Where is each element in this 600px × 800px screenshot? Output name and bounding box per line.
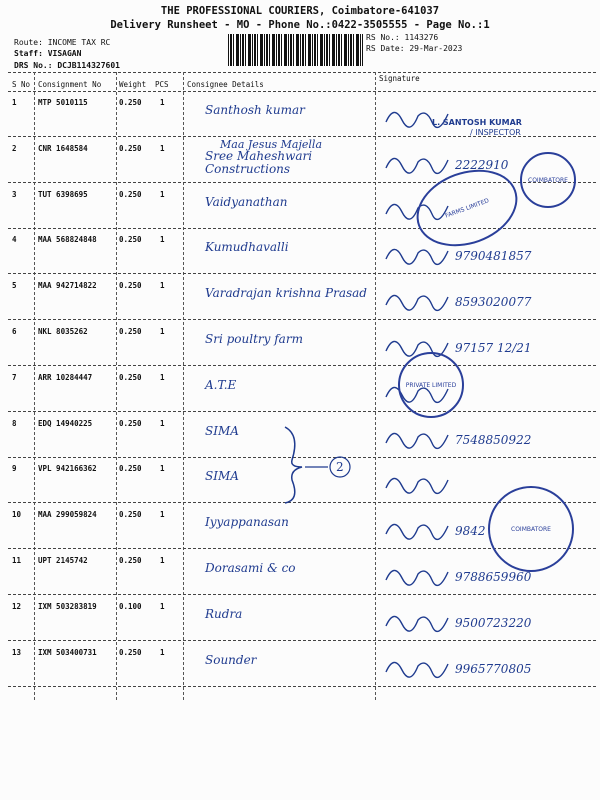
row-sno: 5	[12, 281, 17, 290]
row-pcs: 1	[160, 419, 165, 428]
row-consignee: SIMA	[205, 469, 239, 483]
staff-label: Staff: VISAGAN	[14, 49, 82, 58]
row-consignment: MAA 568824848	[38, 235, 97, 244]
row-sno: 13	[12, 648, 22, 657]
row-sno: 6	[12, 327, 17, 336]
row-divider	[8, 319, 596, 320]
row-consignment: EDQ 14940225	[38, 419, 93, 428]
row-divider	[8, 594, 596, 595]
drs-number: DRS No.: DCJB114327601	[14, 61, 120, 70]
row-weight: 0.250	[119, 464, 142, 473]
table-top-rule	[8, 72, 596, 73]
row-weight: 0.250	[119, 556, 142, 565]
row-consignee: Rudra	[205, 607, 243, 621]
row-consignment: MAA 299059824	[38, 510, 97, 519]
row-sno: 11	[12, 556, 22, 565]
signature-scribble	[382, 652, 452, 680]
society-stamp: COIMBATORE	[520, 152, 576, 208]
row-weight: 0.100	[119, 602, 142, 611]
row-weight: 0.250	[119, 510, 142, 519]
row-pcs: 1	[160, 98, 165, 107]
row-phone: 7548850922	[455, 433, 532, 447]
row-consignee: Santhosh kumar	[205, 103, 305, 117]
signature-scribble	[382, 148, 452, 176]
row-pcs: 1	[160, 510, 165, 519]
col-signature-header: Signature	[379, 74, 420, 83]
col-divider	[34, 72, 35, 700]
row-divider	[8, 411, 596, 412]
row-consignee: SIMA	[205, 424, 239, 438]
farms-stamp: FARMS LIMITED	[406, 156, 528, 259]
row-sno: 7	[12, 373, 17, 382]
row-pcs: 1	[160, 235, 165, 244]
row-weight: 0.250	[119, 144, 142, 153]
row-weight: 0.250	[119, 98, 142, 107]
signature-scribble	[382, 285, 452, 313]
col-weight-header: Weight	[119, 80, 147, 89]
row-consignee: Kumudhavalli	[205, 240, 289, 254]
row-phone: 9500723220	[455, 616, 532, 630]
row-weight: 0.250	[119, 235, 142, 244]
row-sno: 12	[12, 602, 22, 611]
signature-scribble	[382, 423, 452, 451]
signature-name: L. SANTOSH KUMAR	[432, 118, 522, 127]
row-pcs: 1	[160, 648, 165, 657]
row-sno: 8	[12, 419, 17, 428]
row-phone: 9965770805	[455, 662, 532, 676]
row-weight: 0.250	[119, 327, 142, 336]
runsheet-title: THE PROFESSIONAL COURIERS, Coimbatore-641037	[160, 5, 440, 17]
row-consignment: CNR 1648584	[38, 144, 88, 153]
row-consignee: Sri poultry farm	[205, 332, 303, 346]
row-weight: 0.250	[119, 281, 142, 290]
row-sno: 4	[12, 235, 17, 244]
row-consignee: Vaidyanathan	[205, 195, 288, 209]
row-consignee: Dorasami & co	[205, 561, 296, 575]
runsheet-subtitle: Delivery Runsheet - MO - Phone No.:0422-3505555 - Page No.:1	[110, 19, 490, 31]
row-divider	[8, 273, 596, 274]
row-phone: 9790481857	[455, 249, 532, 263]
rs-number: RS No.: 1143276	[366, 33, 439, 42]
signature-scribble	[382, 468, 452, 496]
row-weight: 0.250	[119, 190, 142, 199]
col-divider	[116, 72, 117, 700]
signature-scribble	[382, 606, 452, 634]
row-divider	[8, 365, 596, 366]
route-label: Route: INCOME TAX RC	[14, 38, 111, 47]
row-sno: 1	[12, 98, 17, 107]
row-consignment: MAA 942714822	[38, 281, 97, 290]
sima-count: 2	[336, 460, 344, 474]
row-sno: 10	[12, 510, 22, 519]
row-consignment: IXM 503400731	[38, 648, 97, 657]
row-pcs: 1	[160, 464, 165, 473]
row-divider	[8, 686, 596, 687]
row-consignment: UPT 2145742	[38, 556, 88, 565]
row-sno: 9	[12, 464, 17, 473]
row-sno: 2	[12, 144, 17, 153]
row-pcs: 1	[160, 556, 165, 565]
enterprise-stamp: PRIVATE LIMITED	[398, 352, 464, 418]
row-pcs: 1	[160, 327, 165, 336]
col-pcs-header: PCS	[155, 80, 169, 89]
brace-mark	[280, 425, 360, 505]
row-consignment: IXM 503283819	[38, 602, 97, 611]
row-consignment: VPL 942166362	[38, 464, 97, 473]
row-phone: 9842	[455, 524, 486, 538]
row-consignee: Sounder	[205, 653, 257, 667]
row-phone: 97157 12/21	[455, 341, 532, 355]
row-consignee: Iyyappanasan	[205, 515, 289, 529]
row-divider	[8, 228, 596, 229]
signature-scribble	[382, 560, 452, 588]
row-sno: 3	[12, 190, 17, 199]
signature-title: / INSPECTOR	[470, 128, 521, 137]
table-head-rule	[8, 91, 596, 92]
col-details-header: Consignee Details	[187, 80, 264, 89]
barcode	[228, 34, 363, 66]
row-phone: 9788659960	[455, 570, 532, 584]
col-consignment-header: Consignment No	[38, 80, 102, 89]
row-weight: 0.250	[119, 419, 142, 428]
row-consignment: MTP 5010115	[38, 98, 88, 107]
row-consignee: Varadrajan krishna Prasad	[205, 286, 367, 300]
cement-corporation-stamp: COIMBATORE	[488, 486, 574, 572]
row-pcs: 1	[160, 602, 165, 611]
row-pcs: 1	[160, 281, 165, 290]
row-phone: 8593020077	[455, 295, 532, 309]
row2-handwritten-note: Maa Jesus Majella	[220, 138, 323, 151]
row-consignee: A.T.E	[205, 378, 237, 392]
row-phone: 2222910	[455, 158, 509, 172]
rs-date: RS Date: 29-Mar-2023	[366, 44, 463, 53]
signature-scribble	[382, 514, 452, 542]
row-consignment: ARR 10284447	[38, 373, 93, 382]
row-pcs: 1	[160, 144, 165, 153]
col-sno-header: S No	[12, 80, 31, 89]
row-weight: 0.250	[119, 373, 142, 382]
row-consignee: Sree Maheshwari Constructions	[205, 149, 313, 176]
row-divider	[8, 640, 596, 641]
row-consignment: TUT 6398695	[38, 190, 88, 199]
row-pcs: 1	[160, 373, 165, 382]
row-pcs: 1	[160, 190, 165, 199]
col-divider	[375, 72, 376, 700]
col-divider	[183, 72, 184, 700]
row-weight: 0.250	[119, 648, 142, 657]
row-consignment: NKL 8035262	[38, 327, 88, 336]
